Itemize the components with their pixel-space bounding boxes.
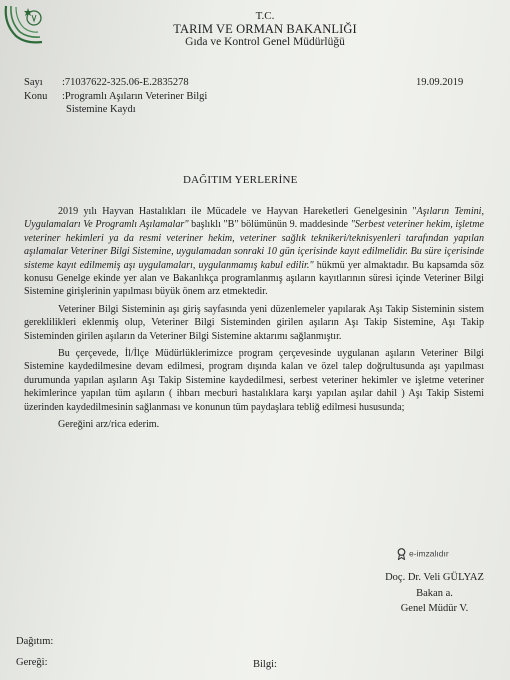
e-signature-note <box>397 548 449 560</box>
paragraph-1: 2019 yılı Hayvan Hastalıkları ile Mücadele ve Hayvan Hareketleri Genelgesinin "Aşıların Temini, Uygulamaları Ve Programlı Aşılamalar" başlıklı "B" bölümünün 9. maddesinde "Serbest veteriner hekim, işletme veteriner hekimleri ya da resmi veteriner hekim, veteriner sağlık teknikeri/teknisyenleri tarafından yapılan aşılamalar Veteriner Bilgi Sistemine, uygulamadan sonraki 10 gün içerisinde kayıt edilmelidir. Bu süre içerisinde sisteme kayıt edilmemiş aşı uygulamaları, uygulanmamış kabul edilir." hükmü yer almaktadır. Bu kapsamda söz konusu Genelge ekinde yer alan ve Bakanlıkça programlanmış aşıların kayıtlarının süresi içinde Veteriner Bilgi Sistemine girişlerinin yapılması büyük önem arz etmektedir. <box>24 206 484 298</box>
paragraph-4: Gereğini arz/rica ederim. <box>58 419 160 431</box>
e-signature-text: e-imzalıdır <box>409 548 449 559</box>
paragraph-3: Bu çerçevede, İl/İlçe Müdürlüklerimizce program çerçevesinde uygulanan aşıların Veteriner Bilgi Sistemine kaydedilmesine devam edilmesi, program dışında kalan ve özel talep doğrultusunda aşı yapılması durumunda yapılan aşıların Aşı Takip Sistemine kaydedilmesi, serbest veteriner hekimler ve işletme veteriner hekimlerince yapılan tüm aşıların ( ihbarı mecburi hastalıklara karşı yapılan aşılar dahil ) Aşı Takip Sistemi üzerinden kaydedilmesinin sağlanması ve konunun tüm paydaşlara tebliğ edilmesi hususunda; <box>24 348 484 413</box>
dagitim-label: Dağıtım: <box>16 636 54 647</box>
distribution-title: DAĞITIM YERLERİNE <box>183 174 298 186</box>
sayi-value: :71037622-325.06-E.2835278 <box>62 77 189 88</box>
sayi-label: Sayı <box>24 77 43 88</box>
bilgi-label: Bilgi: <box>253 659 277 670</box>
konu-label: Konu <box>24 91 48 102</box>
paragraph-2: Veteriner Bilgi Sisteminin aşı giriş sayfasında yeni düzenlemeler yapılarak Aşı Takip Sisteminin sistem gereklilikleri eklenmiş olup, Veteriner Bilgi Sisteminden girilen aşıların Aşı Takip Sistemine, Aşı Takip Sisteminden girilen aşıların da Veteriner Bilgi Sistemine aktarımı sağlanmıştır. <box>24 303 484 342</box>
document-date: 19.09.2019 <box>416 77 464 88</box>
header-ministry: TARIM VE ORMAN BAKANLIĞI <box>173 22 357 37</box>
geregi-label: Gereği: <box>16 657 48 668</box>
ministry-logo <box>2 2 50 46</box>
signer-title-1: Bakan a. <box>416 587 453 599</box>
header-tc: T.C. <box>255 10 275 22</box>
signer-name: Doç. Dr. Veli GÜLYAZ <box>385 572 484 583</box>
ribbon-badge-icon <box>397 548 406 560</box>
signer-title-2: Genel Müdür V. <box>400 603 469 614</box>
konu-value-line1: :Programlı Aşıların Veteriner Bilgi <box>62 91 208 102</box>
letterhead <box>150 10 380 49</box>
konu-value-line2: Sistemine Kaydı <box>66 104 136 115</box>
signature-block <box>372 570 497 617</box>
header-directorate: Gıda ve Kontrol Genel Müdürlüğü <box>185 36 345 49</box>
letter-body <box>24 205 484 436</box>
